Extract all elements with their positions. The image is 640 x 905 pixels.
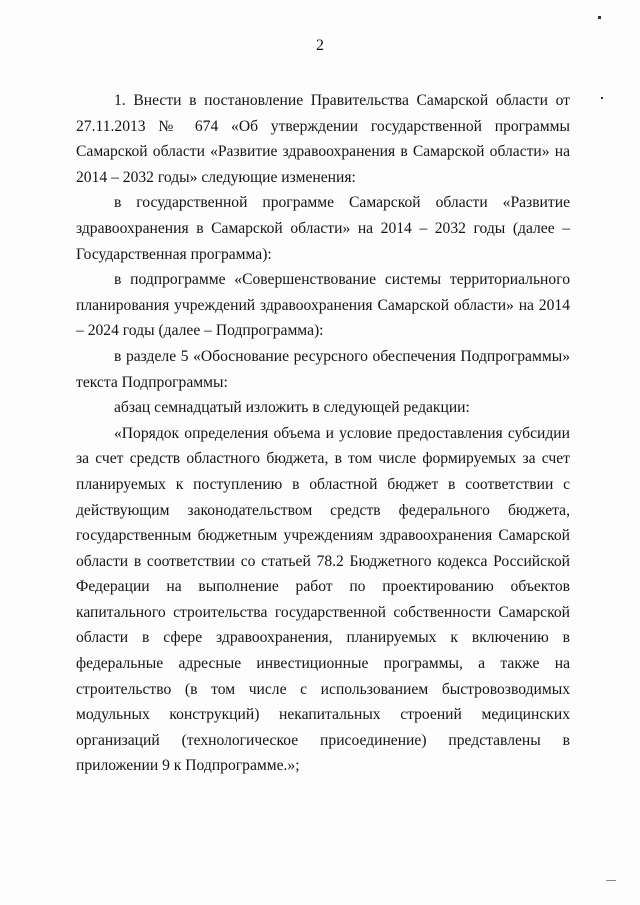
paragraph-amendment-intro: 1. Внести в постановление Правительства Самарской области от 27.11.2013 № 674 «Об утверждении государственной программы Самарской области «Развитие здравоохранения в Самарской области» на 2014 – 2032 годы» следующие изменения:	[76, 92, 570, 186]
paragraph-subprogram: в подпрограмме «Совершенствование системы территориального планирования учреждений здравоохранения Самарской области» на 2014 – 2024 годы (далее – Подпрограмма):	[76, 271, 570, 340]
scan-speck	[606, 880, 616, 881]
scan-speck	[598, 16, 601, 19]
document-body	[76, 88, 570, 779]
scan-speck	[601, 97, 603, 99]
paragraph-new-wording: «Порядок определения объема и условие предоставления субсидии за счет средств областного бюджета, в том числе формируемых за счет планируемых к поступлению в областной бюджет в соответствии с действующим законодательством средств федерального бюджета, государственным бюджетным учреждениям здравоохранения Самарской области в соответствии со статьей 78.2 Бюджетного кодекса Российской Федерации на выполнение работ по проектированию объектов капитального строительства государственной собственности Самарской области в сфере здравоохранения, планируемых к включению в федеральные адресные инвестиционные программы, а также на строительство (в том числе с использованием быстровозводимых модульных конструкций) некапитальных строений медицинских организаций (технологическое присоединение) представлены в приложении 9 к Подпрограмме.»;	[76, 424, 570, 775]
paragraph-instruction: абзац семнадцатый изложить в следующей редакции:	[114, 399, 470, 417]
page-number: 2	[316, 37, 324, 54]
paragraph-state-program: в государственной программе Самарской области «Развитие здравоохранения в Самарской области» на 2014 – 2032 годы (далее – Государственная программа):	[76, 194, 570, 263]
paragraph-section-5: в разделе 5 «Обоснование ресурсного обеспечения Подпрограммы» текста Подпрограммы:	[76, 347, 570, 391]
